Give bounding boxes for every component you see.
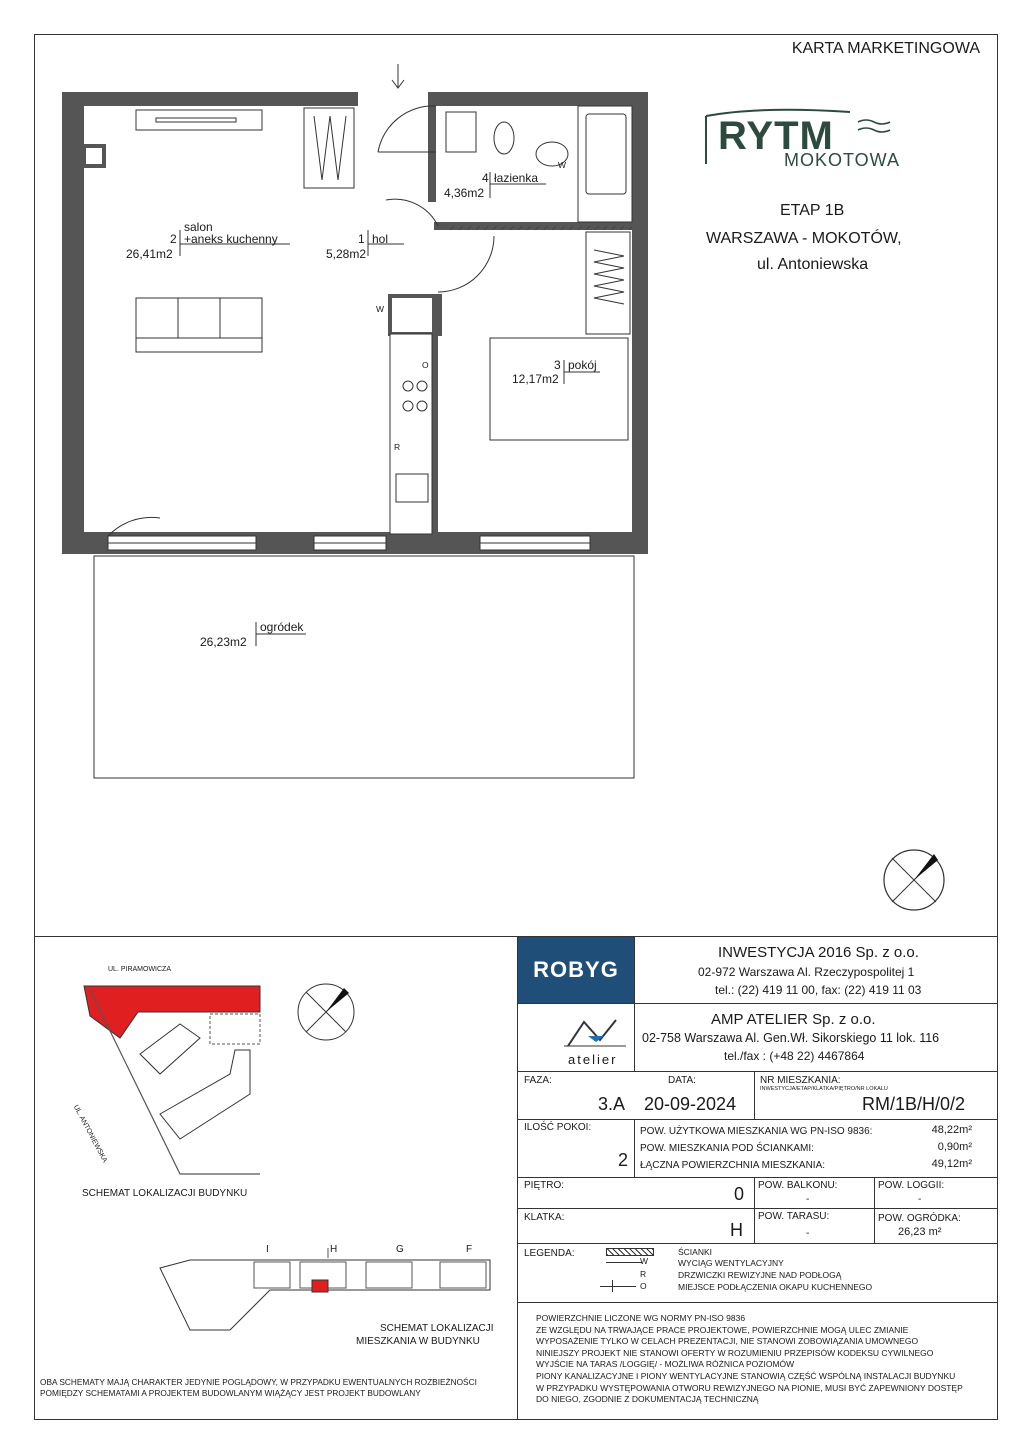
legend-wall-swatch: [606, 1248, 654, 1256]
atelier-logo-text: atelier: [568, 1052, 618, 1067]
room-ogrodek-area: 26,23m2: [200, 635, 247, 649]
investor-address: 02-972 Warszawa Al. Rzeczypospolitej 1: [698, 965, 915, 979]
pokoje-value: 2: [618, 1150, 629, 1170]
site-north-arrow-icon: [296, 982, 356, 1042]
data-value: 20-09-2024: [644, 1094, 737, 1114]
schema-flat-caption-1: SCHEMAT LOKALIZACJI: [380, 1323, 494, 1334]
stair-label-f: F: [466, 1244, 473, 1255]
legend-item-access: DRZWICZKI REWIZYJNE NAD PODŁOGĄ: [678, 1270, 842, 1280]
schema-building-caption: SCHEMAT LOKALIZACJI BUDYNKU: [82, 1188, 248, 1199]
room-hol-number: 1: [358, 232, 365, 246]
ogrodek-label: POW. OGRÓDKA:: [878, 1213, 961, 1224]
disclaimer-line-1: OBA SCHEMATY MAJĄ CHARAKTER JEDYNIE POGLĄDOWY, W PRZYPADKU EWENTUALNYCH ROZBIEŻNOŚCI: [40, 1377, 477, 1387]
atelier-logo: [560, 1010, 630, 1068]
note-item: NINIEJSZY PROJEKT NIE STANOWI OFERTY W ROZUMIENIU PRZEPISÓW KODEKSU CYWILNEGO: [536, 1347, 934, 1358]
room-pokoj-number: 3: [554, 358, 561, 372]
balkon-label: POW. BALKONU:: [758, 1180, 838, 1191]
pow-laczna-value: 49,12m²: [931, 1158, 972, 1170]
room-salon-name1: salon: [184, 220, 213, 234]
note-item: W PRZYPADKU WYSTĘPOWANIA OTWORU REWIZYJNEGO NA PIONIE, MUSI BYĆ ZAPEWNIONY DOSTĘP: [536, 1382, 963, 1393]
logo-main-text: RYTM: [718, 114, 834, 158]
klatka-value: H: [730, 1220, 743, 1240]
floor-plan: [60, 60, 660, 790]
vent-mark: W: [376, 304, 385, 314]
pow-uzytkowa-value: 48,22m²: [931, 1124, 972, 1136]
atelier-logo-icon: [560, 1010, 630, 1054]
loggia-label: POW. LOGGII:: [878, 1180, 945, 1191]
legend-symbol-w: W: [640, 1256, 649, 1266]
note-item: ZE WZGLĘDU NA TRWAJĄCE PRACE PROJEKTOWE, POWIERZCHNIE MOGĄ ULEC ZMIANIE: [536, 1324, 909, 1335]
note-item: DO NIEGO, ZGODNIE Z DOKUMENTACJĄ TECHNICZNĄ: [536, 1394, 759, 1405]
legend-symbol-o: O: [640, 1281, 647, 1291]
disclaimer-line-2: POMIĘDZY SCHEMATAMI A PROJEKTEM BUDOWLANYM WIĄŻĄCY JEST PROJEKT BUDOWLANY: [40, 1388, 421, 1398]
room-lazienka-name: łazienka: [494, 171, 539, 185]
room-salon-name2: +aneks kuchenny: [184, 232, 278, 246]
nr-value: RM/1B/H/0/2: [862, 1094, 966, 1114]
sheet-title: KARTA MARKETINGOWA: [791, 40, 980, 57]
rytm-logo: [700, 104, 920, 176]
ogrodek-value: 26,23 m²: [898, 1226, 942, 1238]
room-hol-name: hol: [372, 232, 389, 246]
logo-sub-text: MOKOTOWA: [784, 150, 900, 170]
pietro-value: 0: [734, 1184, 745, 1204]
robyg-logo: ROBYG: [518, 937, 634, 1003]
faza-value: 3.A: [598, 1094, 626, 1114]
legend-item-walls: ŚCIANKI: [678, 1247, 713, 1257]
note-item: PIONY KANALIZACYJNE I PIONY WENTYLACYJNE STANOWIĄ CZĘŚĆ WSPÓLNĄ INSTALACJI BUDYNKU: [536, 1370, 956, 1381]
taras-value: -: [806, 1228, 810, 1239]
pow-uzytkowa-label: POW. UŻYTKOWA MIESZKANIA WG PN-ISO 9836:: [640, 1126, 873, 1137]
data-label: DATA:: [668, 1075, 696, 1086]
faza-label: FAZA:: [524, 1075, 552, 1086]
room-salon-number: 2: [170, 232, 177, 246]
site-street-top: UL. PIRAMOWICZA: [108, 966, 172, 973]
project-city: WARSZAWA - MOKOTÓW,: [706, 230, 902, 247]
schema-flat-caption-2: MIESZKANIA W BUDYNKU: [356, 1336, 480, 1347]
stair-label-i: I: [266, 1244, 269, 1255]
pow-scianki-label: POW. MIESZKANIA POD ŚCIANKAMI:: [640, 1143, 814, 1154]
north-arrow-icon: [882, 848, 946, 912]
floor-plan-drawing: [60, 60, 660, 790]
note-item: WYPOSAŻENIE TYLKO W CELACH PREZENTACJI, NIE STANOWI ZOBOWIĄZANIA UMOWNEGO: [536, 1336, 919, 1347]
bottom-divider: [34, 936, 998, 937]
nr-sub-label: INWESTYCJA/ETAP/KLATKA/PIĘTRO/NR LOKALU: [760, 1086, 888, 1092]
room-salon-area: 26,41m2: [126, 247, 173, 261]
hood-mark: O: [422, 360, 429, 370]
architect-phone: tel./fax : (+48 22) 4467864: [724, 1049, 865, 1063]
pow-laczna-label: ŁĄCZNA POWIERZCHNIA MIESZKANIA:: [640, 1160, 826, 1171]
note-item: WYJŚCIE NA TARAS /LOGGIĘ/ - MOŻLIWA RÓŻNICA POZIOMÓW: [536, 1359, 795, 1370]
legend-item-vent: WYCIĄG WENTYLACYJNY: [678, 1258, 784, 1268]
nr-label: NR MIESZKANIA:: [760, 1075, 841, 1086]
stair-label-h: H: [330, 1244, 338, 1255]
investor-phone: tel.: (22) 419 11 00, fax: (22) 419 11 03: [715, 983, 922, 997]
balkon-value: -: [806, 1194, 810, 1205]
legend-item-hood: MIEJSCE PODŁĄCZENIA OKAPU KUCHENNEGO: [678, 1282, 873, 1292]
site-plan: [60, 964, 280, 1184]
room-lazienka-area: 4,36m2: [444, 186, 485, 200]
pokoje-label: ILOŚĆ POKOI:: [524, 1122, 592, 1133]
klatka-label: KLATKA:: [524, 1212, 565, 1223]
architect-address: 02-758 Warszawa Al. Gen.Wł. Sikorskiego 11 lok. 116: [642, 1031, 940, 1045]
room-lazienka-number: 4: [482, 171, 489, 185]
pow-scianki-value: 0,90m²: [937, 1141, 972, 1153]
room-hol-area: 5,28m2: [326, 247, 367, 261]
site-street-side: UL. ANTONIEWSKA: [71, 1104, 109, 1164]
room-pokoj-area: 12,17m2: [512, 372, 559, 386]
note-item: POWIERZCHNIE LICZONE WG NORMY PN-ISO 9836: [536, 1313, 746, 1323]
room-ogrodek-name: ogródek: [260, 620, 304, 634]
access-mark: R: [394, 442, 401, 452]
room-pokoj-name: pokój: [568, 358, 597, 372]
pietro-label: PIĘTRO:: [524, 1180, 565, 1191]
project-street: ul. Antoniewska: [757, 256, 869, 273]
architect-name: AMP ATELIER Sp. z o.o.: [711, 1011, 876, 1028]
loggia-value: -: [918, 1194, 922, 1205]
notes-list: [536, 1313, 986, 1406]
project-stage: ETAP 1B: [780, 202, 845, 219]
legend-title: LEGENDA:: [524, 1248, 575, 1259]
taras-label: POW. TARASU:: [758, 1211, 830, 1222]
investor-name: INWESTYCJA 2016 Sp. z o.o.: [718, 944, 919, 961]
bottom-vertical-divider: [517, 936, 518, 1420]
legend-symbol-r: R: [640, 1269, 647, 1279]
stair-label-g: G: [396, 1244, 404, 1255]
bath-vent-mark: W: [558, 160, 567, 170]
